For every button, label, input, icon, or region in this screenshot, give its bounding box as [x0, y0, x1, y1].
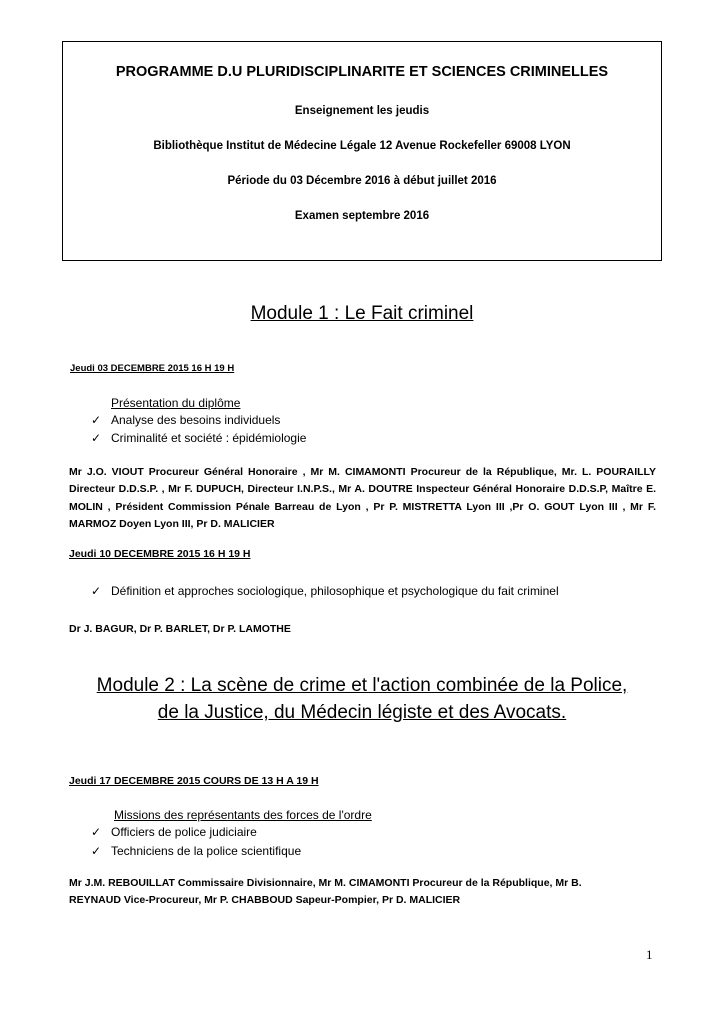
teaching-days: Enseignement les jeudis [294, 105, 430, 117]
programme-title: PROGRAMME D.U PLURIDISCIPLINARITE ET SCIENCES CRIMINELLES [115, 64, 609, 80]
module-2-title-line-1-text: Module 2 : La scène de crime et l'action combinée de la Police, [96, 675, 628, 696]
venue-address: Bibliothèque Institut de Médecine Légale 12 Avenue Rockefeller 69008 LYON [153, 140, 571, 152]
module-1-session-2-speakers: Dr J. BAGUR, Dr P. BARLET, Dr P. LAMOTHE [69, 623, 291, 635]
list-item [91, 413, 280, 427]
checkmark-icon: ✓ [91, 431, 102, 445]
module-1-session-2-date: Jeudi 10 DECEMBRE 2015 16 H 19 H [69, 548, 251, 560]
module-2-session-1-speakers-line-1: Mr J.M. REBOUILLAT Commissaire Divisionnaire, Mr M. CIMAMONTI Procureur de la République, Mr B. [69, 877, 582, 889]
list-item-text: Analyse des besoins individuels [111, 413, 281, 427]
list-item-text: Criminalité et société : épidémiologie [111, 431, 307, 445]
module-1-session-1-sublabel: Présentation du diplôme [111, 396, 241, 410]
page-number: 1 [646, 947, 653, 962]
exam-date: Examen septembre 2016 [294, 210, 430, 222]
module-2-session-1-date: Jeudi 17 DECEMBRE 2015 COURS DE 13 H A 19 H [69, 775, 319, 787]
module-2-title-line-2-text: de la Justice, du Médecin légiste et des Avocats. [157, 702, 567, 723]
module-1-session-1-date: Jeudi 03 DECEMBRE 2015 16 H 19 H [70, 363, 235, 374]
checkmark-icon: ✓ [91, 825, 102, 839]
list-item [91, 431, 306, 445]
list-item-text: Définition et approches sociologique, philosophique et psychologique du fait criminel [111, 584, 559, 598]
module-1-title-text: Module 1 : Le Fait criminel [250, 303, 474, 324]
module-2-session-1-sublabel: Missions des représentants des forces de l'ordre [114, 808, 372, 822]
list-item [91, 825, 257, 839]
module-2-title-line-2 [62, 700, 662, 726]
list-item-text: Techniciens de la police scientifique [111, 844, 302, 858]
module-2-title-line-1 [62, 673, 662, 699]
programme-header-box [62, 41, 662, 261]
module-1-session-1-speakers: Mr J.O. VIOUT Procureur Général Honoraire , Mr M. CIMAMONTI Procureur de la République, Mr. L. POURAILLY Directeur D.D.S.P. , Mr F. DUPUCH, Directeur I.N.P.S., Mr A. DOUTRE Inspecteur Général Honoraire D.D.S.P, Maître E. MOLIN , Président Commission Pénale Barreau de Lyon , Pr P. MISTRETTA Lyon III ,Pr O. GOUT Lyon III , Mr F. MARMOZ Doyen Lyon III, Pr D. MALICIER [69, 466, 656, 530]
module-2-session-1-speakers-line-2: REYNAUD Vice-Procureur, Mr P. CHABBOUD Sapeur-Pompier, Pr D. MALICIER [69, 894, 461, 906]
module-1-title [62, 301, 662, 327]
checkmark-icon: ✓ [91, 844, 102, 858]
list-item-text: Officiers de police judiciaire [111, 825, 257, 839]
programme-period: Période du 03 Décembre 2016 à début juillet 2016 [227, 175, 497, 187]
checkmark-icon: ✓ [91, 413, 102, 427]
list-item [91, 844, 301, 858]
checkmark-icon: ✓ [91, 584, 102, 598]
list-item [91, 584, 559, 598]
